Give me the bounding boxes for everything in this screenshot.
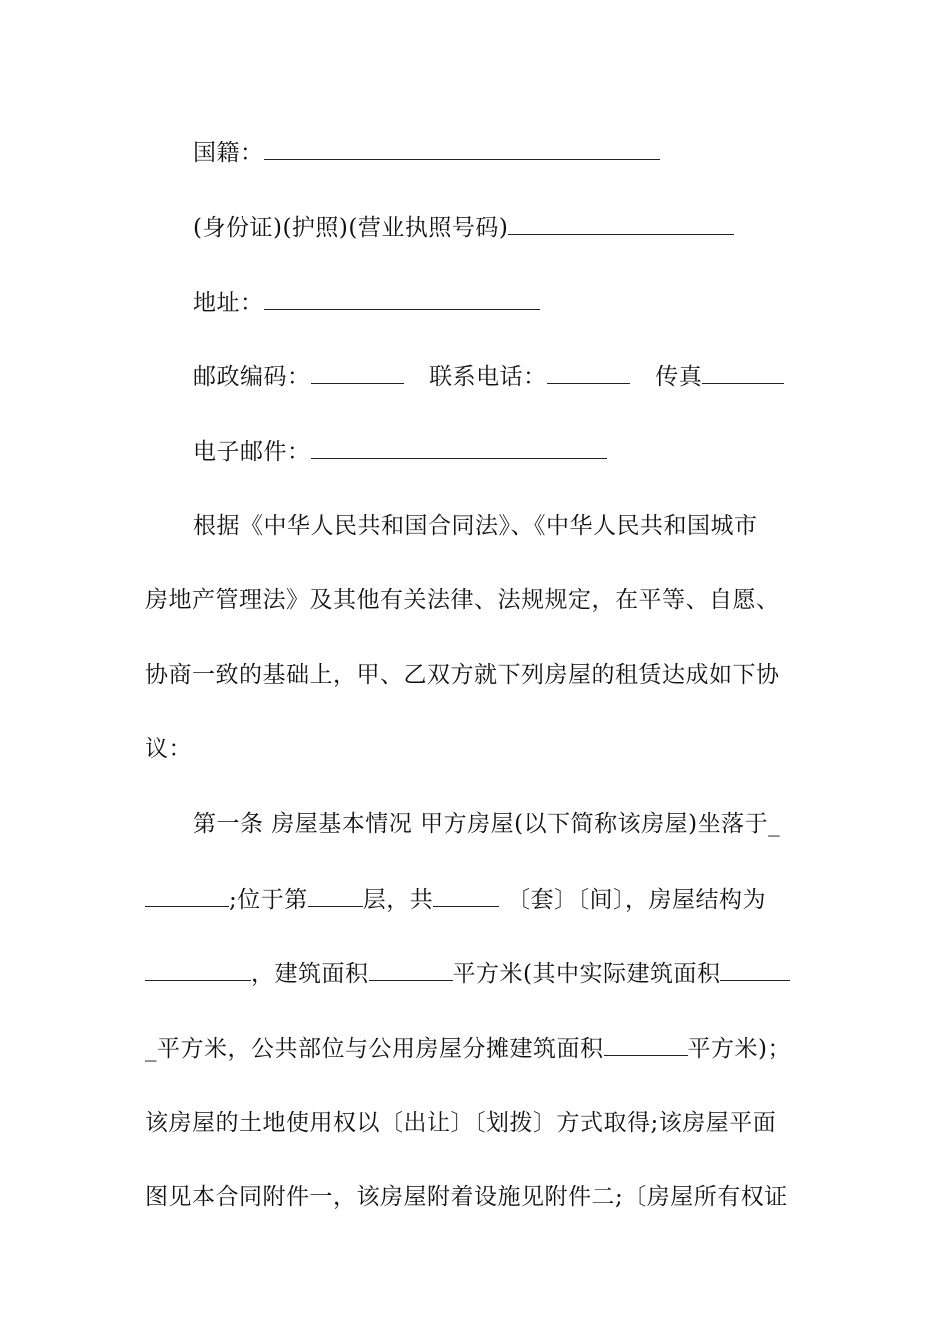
units-blank [433, 884, 499, 907]
id-number-blank [508, 212, 734, 235]
article1-line-4 [145, 1033, 805, 1064]
shared-area-label: _平方米，公共部位与公用房屋分摊建筑面积 [145, 1036, 604, 1062]
address-label: 地址： [193, 290, 264, 316]
email-blank [311, 436, 607, 459]
nationality-blank [264, 137, 660, 160]
area-label: ，建筑面积 [251, 961, 369, 987]
contact-row [193, 361, 805, 392]
total-label: 层，共 [362, 887, 434, 913]
nationality-label: 国籍： [193, 140, 264, 166]
phone-blank [547, 361, 630, 384]
fax-label: 传真 [655, 364, 703, 390]
preamble-line-3: 协商一致的基础上，甲、乙双方就下列房屋的租赁达成如下协 [145, 662, 780, 688]
id-number-label: (身份证)(护照)(营业执照号码) [193, 215, 509, 241]
postcode-blank [311, 361, 404, 384]
id-number-row [193, 212, 805, 243]
article1-line-1: 第一条 房屋基本情况 甲方房屋(以下简称该房屋)坐落于_ [193, 811, 781, 837]
floor-label: ;位于第 [229, 887, 308, 913]
article1-line-5: 该房屋的土地使用权以〔出让〕〔划拨〕方式取得;该房屋平面 [145, 1110, 777, 1136]
email-label: 电子邮件： [193, 439, 311, 465]
article1-line-2 [145, 884, 805, 915]
address-row [193, 287, 805, 318]
preamble-line-4: 议： [145, 736, 192, 762]
location-blank [145, 884, 229, 907]
structure-label: 〔套〕〔间〕，房屋结构为 [499, 887, 767, 913]
actual-area-blank [720, 958, 790, 981]
preamble-line-1: 根据《中华人民共和国合同法》、《中华人民共和国城市 [193, 513, 758, 539]
sqm-close-label: 平方米)； [687, 1036, 791, 1062]
preamble-line-2: 房地产管理法》及其他有关法律、法规规定，在平等、自愿、 [145, 587, 780, 613]
shared-area-blank [604, 1033, 688, 1056]
article1-line-6: 图见本合同附件一，该房屋附着设施见附件二;〔房屋所有权证 [145, 1184, 788, 1210]
email-row [193, 436, 805, 467]
phone-label: 联系电话： [429, 364, 547, 390]
nationality-row [193, 137, 805, 168]
postcode-label: 邮政编码： [193, 364, 311, 390]
structure-blank [145, 958, 251, 981]
actual-area-label: 平方米(其中实际建筑面积 [452, 961, 721, 987]
address-blank [264, 287, 540, 310]
article1-line-3 [145, 958, 805, 989]
fax-blank [702, 361, 784, 384]
floor-blank [308, 884, 363, 907]
area-blank [369, 958, 453, 981]
